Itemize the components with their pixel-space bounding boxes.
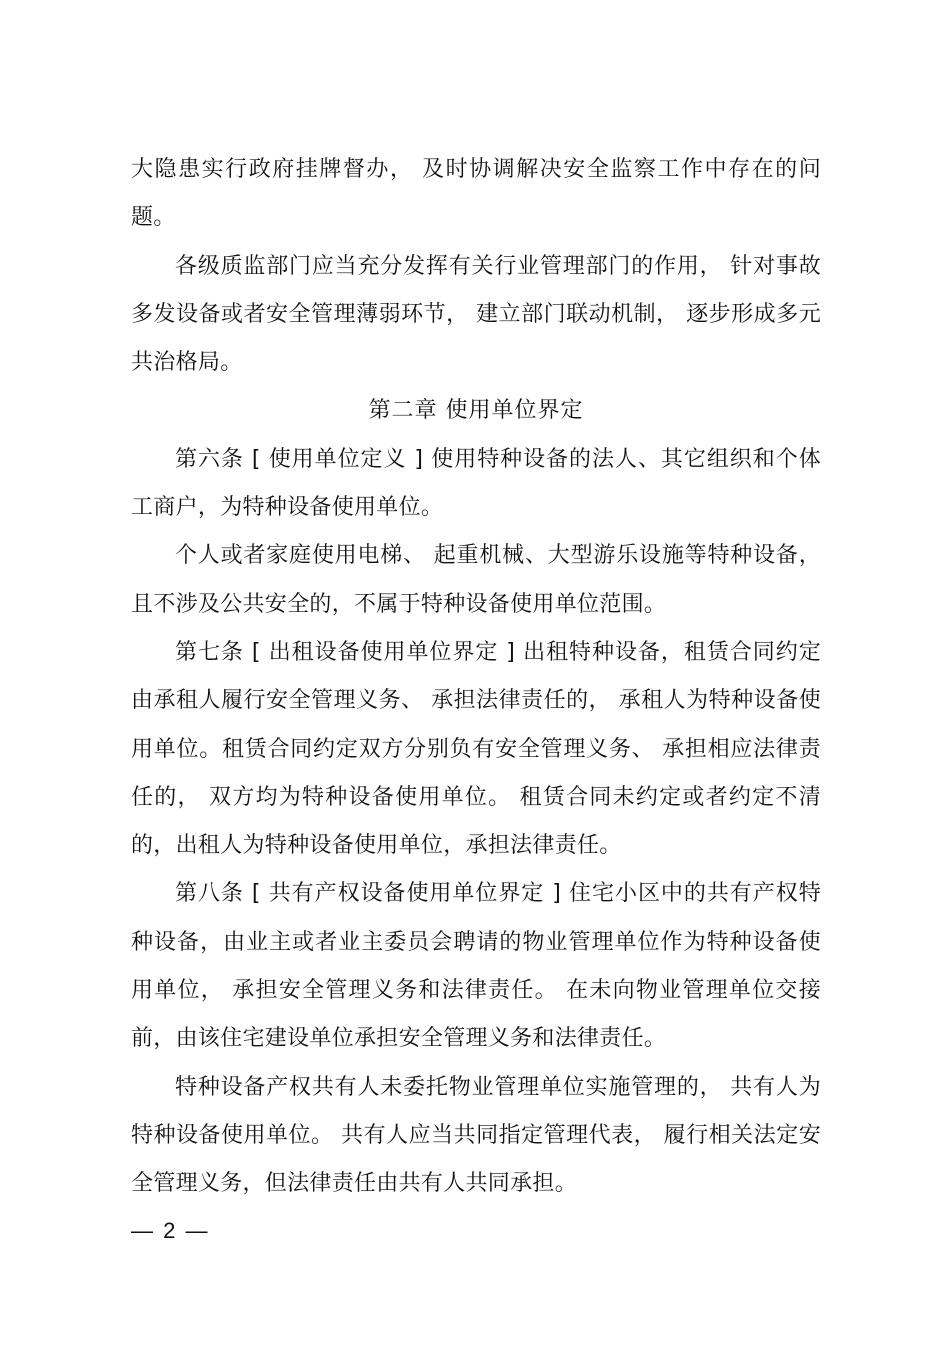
page-number: — 2 — [131,1218,210,1243]
article-8: 第八条 [ 共有产权设备使用单位界定 ] 住宅小区中的共有产权特种设备，由业主或者业主委员会聘请的物业管理单位作为特种设备使用单位， 承担安全管理义务和法律责任。 在未向物业管理单位交接前，由该住宅建设单位承担安全管理义务和法律责任。 [131,881,821,1052]
paragraph: 大隐患实行政府挂牌督办， 及时协调解决安全监察工作中存在的问题。 [131,157,821,231]
paragraph: 特种设备产权共有人未委托物业管理单位实施管理的， 共有人为特种设备使用单位。 共有人应当共同指定管理代表， 履行相关法定安全管理义务，但法律责任由共有人共同承担。 [131,1074,821,1197]
article-6: 第六条 [ 使用单位定义 ] 使用特种设备的法人、其它组织和个体工商户，为特种设备使用单位。 [131,446,821,521]
article-7: 第七条 [ 出租设备使用单位界定 ] 出租特种设备，租赁合同约定由承租人履行安全管理义务、 承担法律责任的， 承租人为特种设备使用单位。租赁合同约定双方分别负有安全管理义务、 承担相应法律责任的， 双方均为特种设备使用单位。 租赁合同未约定或者约定不清的，出租人为特种设备使用单位，承担法律责任。 [131,639,821,859]
document-body [131,146,821,1209]
paragraph: 个人或者家庭使用电梯、 起重机械、大型游乐设施等特种设备，且不涉及公共安全的，不属于特种设备使用单位范围。 [131,543,821,617]
paragraph: 各级质监部门应当充分发挥有关行业管理部门的作用， 针对事故多发设备或者安全管理薄弱环节， 建立部门联动机制， 逐步形成多元共治格局。 [131,253,821,376]
chapter-title: 第二章 使用单位界定 [368,398,584,424]
